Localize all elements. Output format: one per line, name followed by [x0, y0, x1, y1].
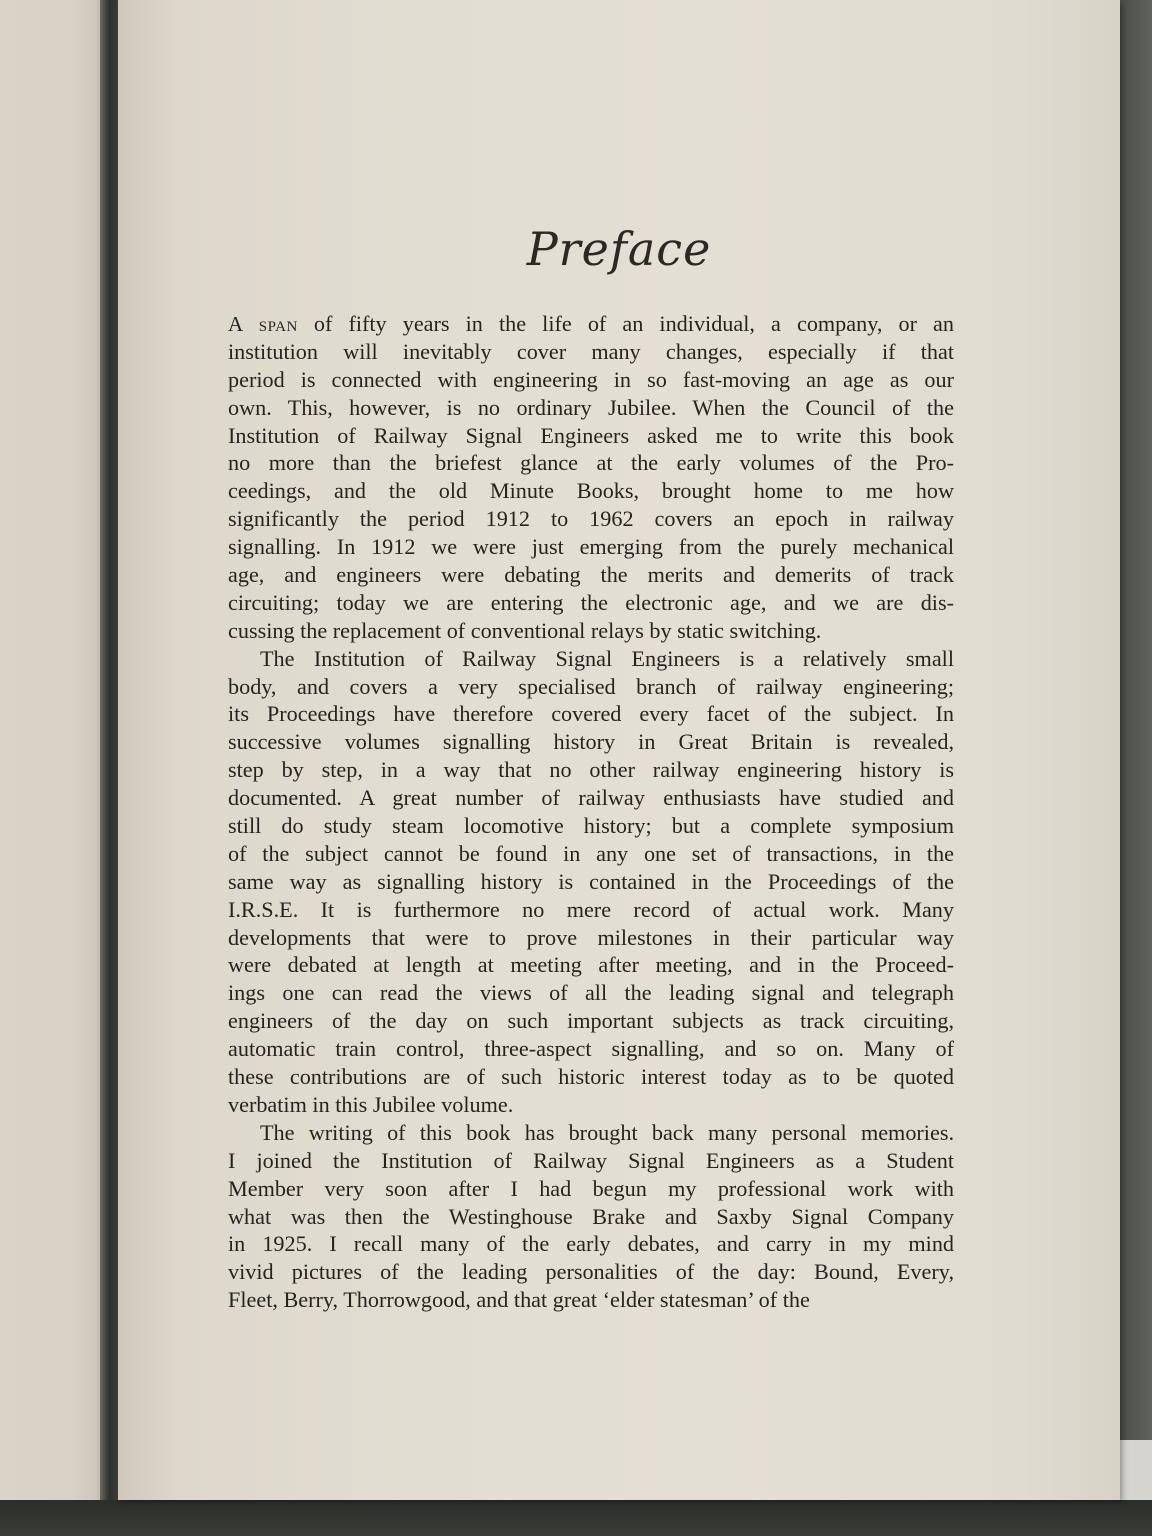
- text-line: [228, 366, 954, 394]
- lead-small-caps: A span: [228, 312, 298, 336]
- line-text: in 1925. I recall many of the early debates, and carry in my mind: [228, 1231, 954, 1257]
- line-text: same way as signalling history is contained in the Proceedings of the: [228, 868, 954, 894]
- line-text: of fifty years in the life of an individual, a company, or an: [297, 311, 955, 336]
- text-line: [228, 728, 954, 756]
- line-text: ceedings, and the old Minute Books, brought home to me how: [228, 478, 954, 504]
- right-cover-edge: [1120, 0, 1152, 1440]
- text-line: [228, 1063, 954, 1091]
- page-title: Preface: [526, 222, 712, 276]
- text-line: [228, 1286, 954, 1314]
- text-line: [228, 840, 954, 868]
- text-line: [228, 1035, 954, 1063]
- text-line: [228, 338, 954, 366]
- text-line: [228, 1091, 954, 1119]
- text-line: [228, 700, 954, 728]
- line-text: step by step, in a way that no other railway engineering history is: [228, 757, 954, 783]
- line-text: age, and engineers were debating the merits and demerits of track: [228, 562, 954, 588]
- text-line: [228, 617, 954, 645]
- line-text: own. This, however, is no ordinary Jubilee. When the Council of the: [228, 394, 954, 420]
- text-line: [228, 1007, 954, 1035]
- text-line: [228, 449, 954, 477]
- line-text: The writing of this book has brought back many personal memories.: [260, 1119, 954, 1145]
- line-text: its Proceedings have therefore covered every facet of the subject. In: [228, 701, 954, 727]
- text-line: [228, 310, 954, 338]
- text-line: [228, 1230, 954, 1258]
- line-text: these contributions are of such historic interest today as to be quoted: [228, 1064, 954, 1090]
- bottom-cover-edge: [0, 1500, 1152, 1536]
- text-line: [228, 645, 954, 673]
- text-line: [228, 868, 954, 896]
- text-line: [228, 422, 954, 450]
- line-text: ings one can read the views of all the leading signal and telegraph: [228, 980, 954, 1006]
- line-text: body, and covers a very specialised branch of railway engineering;: [228, 673, 954, 699]
- text-line: [228, 1203, 954, 1231]
- line-text: no more than the briefest glance at the early volumes of the Pro-: [228, 450, 954, 476]
- line-text: Fleet, Berry, Thorrowgood, and that great ‘elder statesman’ of the: [228, 1287, 810, 1313]
- line-text: what was then the Westinghouse Brake and Saxby Signal Company: [228, 1203, 954, 1229]
- line-text: The Institution of Railway Signal Engineers is a relatively small: [260, 645, 954, 671]
- text-line: [228, 1175, 954, 1203]
- line-text: signalling. In 1912 we were just emerging from the purely mechanical: [228, 534, 954, 560]
- line-text: of the subject cannot be found in any one set of transactions, in the: [228, 840, 954, 866]
- line-text: still do study steam locomotive history; but a complete symposium: [228, 813, 954, 839]
- text-line: [228, 951, 954, 979]
- left-page-edge: [0, 0, 104, 1536]
- text-line: [228, 756, 954, 784]
- line-text: successive volumes signalling history in Great Britain is revealed,: [228, 729, 954, 755]
- text-line: [228, 924, 954, 952]
- line-text: period is connected with engineering in so fast-moving an age as our: [228, 366, 954, 392]
- text-line: [228, 477, 954, 505]
- text-line: [228, 673, 954, 701]
- text-line: [228, 979, 954, 1007]
- text-line: [228, 589, 954, 617]
- text-line: [228, 1258, 954, 1286]
- line-text: Member very soon after I had begun my professional work with: [228, 1175, 954, 1201]
- text-line: [228, 561, 954, 589]
- line-text: circuiting; today we are entering the electronic age, and we are dis-: [228, 589, 954, 615]
- line-text: developments that were to prove milestones in their particular way: [228, 924, 954, 950]
- line-text: institution will inevitably cover many changes, especially if that: [228, 338, 954, 364]
- line-text: cussing the replacement of conventional relays by static switching.: [228, 617, 822, 643]
- line-text: were debated at length at meeting after meeting, and in the Proceed-: [228, 952, 954, 978]
- text-line: [228, 1119, 954, 1147]
- line-text: I.R.S.E. It is furthermore no mere record of actual work. Many: [228, 896, 954, 922]
- preface-text: [228, 310, 954, 1314]
- line-text: I joined the Institution of Railway Signal Engineers as a Student: [228, 1147, 954, 1173]
- line-text: engineers of the day on such important subjects as track circuiting,: [228, 1008, 954, 1034]
- line-text: verbatim in this Jubilee volume.: [228, 1091, 514, 1117]
- text-line: [228, 784, 954, 812]
- line-text: Institution of Railway Signal Engineers asked me to write this book: [228, 422, 954, 448]
- text-line: [228, 1147, 954, 1175]
- text-line: [228, 394, 954, 422]
- text-line: [228, 533, 954, 561]
- text-line: [228, 812, 954, 840]
- line-text: vivid pictures of the leading personalities of the day: Bound, Every,: [228, 1259, 954, 1285]
- text-line: [228, 505, 954, 533]
- line-text: documented. A great number of railway enthusiasts have studied and: [228, 785, 954, 811]
- text-line: [228, 896, 954, 924]
- line-text: significantly the period 1912 to 1962 covers an epoch in railway: [228, 506, 954, 532]
- line-text: automatic train control, three-aspect signalling, and so on. Many of: [228, 1036, 954, 1062]
